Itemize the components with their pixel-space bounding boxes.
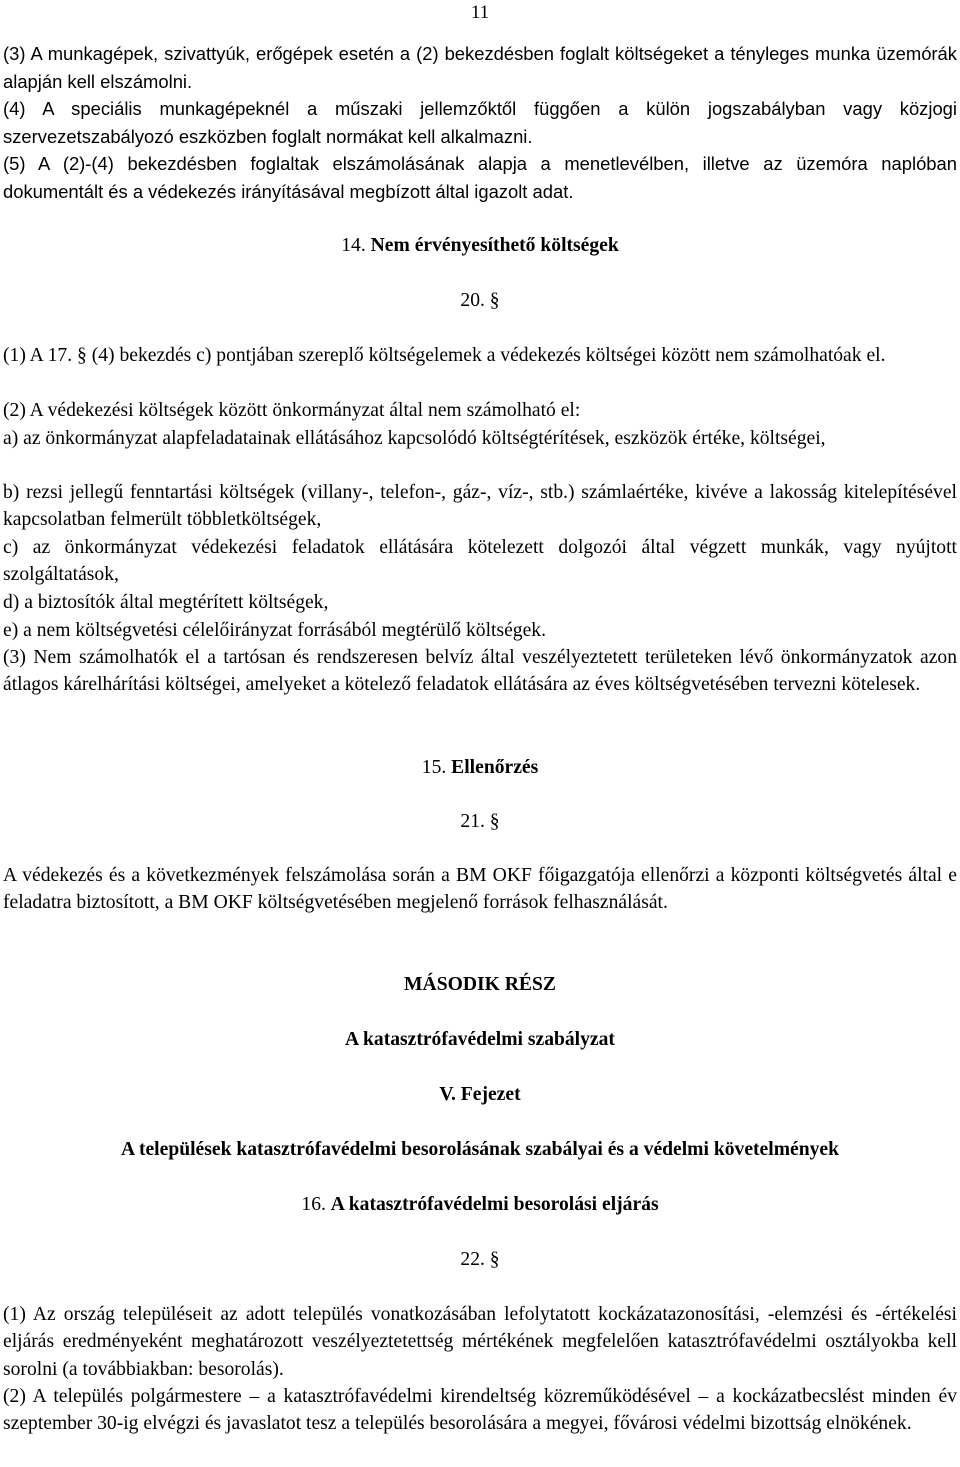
- section-15-number: 15.: [421, 757, 447, 778]
- section-14-title: Nem érvényesíthető költségek: [370, 235, 619, 256]
- paragraph-22-2: (2) A település polgármestere – a katasztrófavédelmi kirendeltség közreműködésével – a kockázatbecslést minden év szeptember 30-ig elvégzi és javaslatot tesz a település besorolására a megyei, fővárosi védelmi bizottság elnökének.: [3, 1386, 957, 1435]
- paragraph-21-text: A védekezés és a következmények felszámolása során a BM OKF főigazgatója ellenőrzi a központi költségvetés által e feladatra biztosított, a BM OKF költségvetésében megjelenő források felhasználását.: [3, 865, 957, 914]
- item-d: d) a biztosítók által megtérített költségek,: [3, 592, 329, 613]
- paragraph-20-3: (3) Nem számolhatók el a tartósan és rendszeresen belvíz által veszélyeztetett területeken lévő önkormányzatok azon átlagos kárelhárítási költségei, amelyeket a kötelező feladatok ellátására az éves költségvetésében tervezni kötelesek.: [3, 647, 957, 696]
- page-number: 11: [470, 2, 490, 23]
- paragraph-4-special-machines: (4) A speciális munkagépeknél a műszaki jellemzőktől függően a külön jogszabályban vagy közjogi szervezetszabályozó eszközben foglalt normákat kell alkalmazni.: [3, 98, 957, 147]
- section-14-number: 14.: [341, 235, 366, 256]
- section-14-heading: [0, 232, 960, 260]
- section-16-number: 16.: [301, 1194, 326, 1215]
- item-e: e) a nem költségvetési célelőirányzat forrásából megtérülő költségek.: [3, 620, 546, 641]
- part-title: MÁSODIK RÉSZ: [404, 974, 556, 995]
- paragraph-21-heading: 21. §: [460, 811, 500, 832]
- item-a: a) az önkormányzat alapfeladatainak ellátásához kapcsolódó költségtérítések, eszközök értéke, költségei,: [3, 428, 826, 449]
- chapter-heading: V. Fejezet: [439, 1084, 521, 1105]
- paragraph-22-heading: 22. §: [460, 1249, 500, 1270]
- paragraph-20-heading: 20. §: [460, 290, 500, 311]
- item-b: b) rezsi jellegű fenntartási költségek (villany-, telefon-, gáz-, víz-, stb.) számlaértéke, kivéve a lakosság kitelepítésével kapcsolatban felmerült többletköltségek,: [3, 482, 957, 531]
- section-16-title: A katasztrófavédelmi besorolási eljárás: [330, 1194, 659, 1215]
- paragraph-20-2: (2) A védekezési költségek között önkormányzat által nem számolható el:: [3, 400, 581, 421]
- section-16-heading: [0, 1191, 960, 1219]
- section-15-heading: [0, 754, 960, 782]
- paragraph-22-1: (1) Az ország településeit az adott település vonatkozásában lefolytatott kockázatazonosítási, -elemzési és -értékelési eljárás eredményeként meghatározott veszélyeztetettség mértékének megfelelően katasztrófavédelmi osztályokba kell sorolni (a továbbiakban: besorolás).: [3, 1304, 957, 1380]
- item-c: c) az önkormányzat védekezési feladatok ellátására kötelezett dolgozói által végzett munkák, vagy nyújtott szolgáltatások,: [3, 537, 957, 586]
- chapter-title: A települések katasztrófavédelmi besorolásának szabályai és a védelmi követelmények: [120, 1139, 840, 1160]
- section-15-title: Ellenőrzés: [451, 757, 539, 778]
- part-subtitle: A katasztrófavédelmi szabályzat: [345, 1029, 615, 1050]
- paragraph-5-accounting-basis: (5) A (2)-(4) bekezdésben foglaltak elszámolásának alapja a menetlevélben, illetve az üzemóra naplóban dokumentált és a védekezés irányításával megbízott által igazolt adat.: [3, 153, 957, 202]
- paragraph-3-cost-accounting: (3) A munkagépek, szivattyúk, erőgépek esetén a (2) bekezdésben foglalt költségeket a tényleges munka üzemórák alapján kell elszámolni.: [3, 43, 957, 92]
- paragraph-20-1: (1) A 17. § (4) bekezdés c) pontjában szereplő költségelemek a védekezés költségei között nem számolhatóak el.: [3, 345, 886, 366]
